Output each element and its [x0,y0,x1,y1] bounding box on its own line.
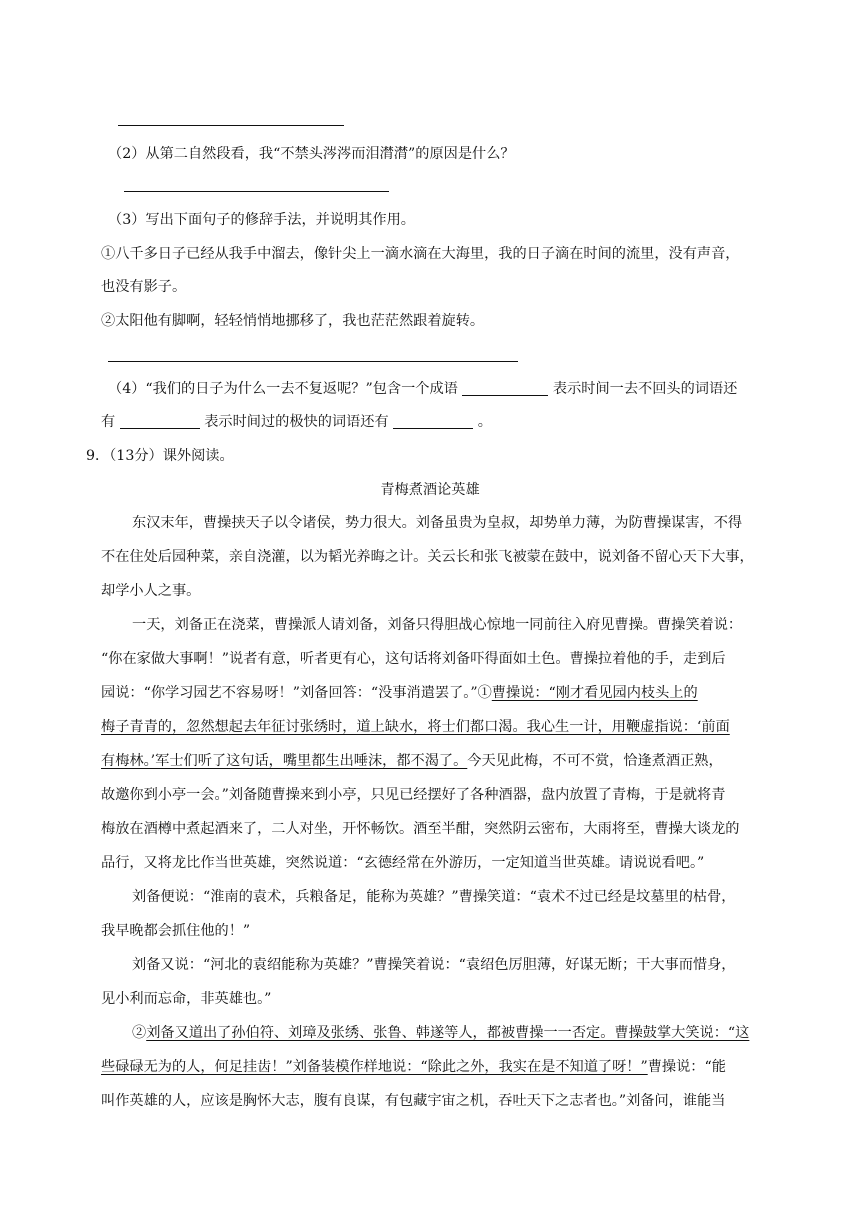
paragraph-1-line-3: 却学小人之事。 [101,583,201,599]
paragraph-3-line-1: 刘备便说：“淮南的袁术，兵粮备足，能称为英雄？”曹操笑道：“袁术不过已经是坟墓里的枯骨， [132,889,736,905]
question-text: （4）“我们的日子为什么一去不复返呢？”包含一个成语 [108,381,458,397]
underlined-sentence-1: 有梅林。’军士们听了这句话，嘴里都生出唾沫，都不渴了。 [101,753,468,769]
passage-title: 青梅煮酒论英雄 [380,482,480,498]
paragraph-1-line-1: 东汉末年，曹操挟天子以令诸侯，势力很大。刘备虽贵为皇叔，却势单力薄，为防曹操谋害，不得 [132,515,743,531]
question-8-4-line-1 [108,379,737,399]
paragraph-2-line-3 [101,683,698,703]
paragraph-2-line-5 [101,751,723,771]
question-9-header: 9．（13分）课外阅读。 [86,448,234,464]
fill-blank-1[interactable] [462,379,548,396]
paragraph-2-line-6: 故邀你到小亭一会。”刘备随曹操来到小亭，只见已经摆好了各种酒器，盘内放置了青梅，于是就将青 [101,787,726,803]
paragraph-2-line-1: 一天，刘备正在浇菜，曹操派人请刘备，刘备只得胆战心惊地一同前往入府见曹操。曹操笑着说： [132,617,743,633]
paragraph-2-line-8: 品行，又将龙比作当世英雄，突然说道：“玄德经常在外游历，一定知道当世英雄。请说说看吧。” [101,855,705,871]
question-8-4-line-2 [101,412,492,432]
paragraph-4-line-2: 见小利而忘命，非英雄也。” [101,991,272,1007]
underlined-sentence-1: 曹操说：“刚才看见园内枝头上的 [491,685,698,701]
answer-line [124,191,389,192]
passage-text: 园说：“你学习园艺不容易呀！”刘备回答：“没事消遣罢了。”① [101,685,492,701]
paragraph-5-line-1 [132,1023,749,1043]
sentence-1-line-2: 也没有影子。 [101,279,187,295]
paragraph-4-line-1: 刘备又说：“河北的袁绍能称为英雄？”曹操笑着说：“袁绍色厉胆薄，好谋无断；干大事而惜身， [132,957,736,973]
paragraph-3-line-2: 我早晚都会抓住他的！” [101,923,251,939]
passage-text: 曹操说：“能 [647,1059,726,1075]
passage-text: ② [132,1025,147,1041]
underlined-sentence-2: 些碌碌无为的人，何足挂齿！”刘备装模作样地说：“除此之外，我实在是不知道了呀！” [101,1059,648,1075]
paragraph-1-line-2: 不在住处后园种菜，亲自浇灌，以为韬光养晦之计。关云长和张飞被蒙在鼓中，说刘备不留心天下大事， [101,549,754,565]
sentence-2: ②太阳他有脚啊，轻轻悄悄地挪移了，我也茫茫然跟着旋转。 [101,313,485,329]
paragraph-2-line-2: “你在家做大事啊！”说者有意，听者更有心，这句话将刘备吓得面如土色。曹操拉着他的手，走到后 [101,651,726,667]
question-text: 。 [477,414,492,430]
question-text: 表示时间一去不回头的词语还 [552,381,738,397]
question-8-2: （2）从第二自然段看，我“不禁头涔涔而泪潸潸”的原因是什么？ [108,146,515,162]
paragraph-2-line-4 [101,717,730,737]
question-text: 表示时间过的极快的词语还有 [204,414,389,430]
passage-text: 今天见此梅，不可不赏，恰逢煮酒正熟， [467,753,723,769]
paragraph-5-line-3: 叫作英雄的人，应该是胸怀大志，腹有良谋，有包藏宇宙之机，吞吐天下之志者也。”刘备问，谁能当 [101,1093,726,1109]
fill-blank-3[interactable] [393,412,473,429]
paragraph-5-line-2 [101,1057,726,1077]
paragraph-2-line-7: 梅放在酒樽中煮起酒来了，二人对坐，开怀畅饮。酒至半酣，突然阴云密布，大雨将至，曹操大谈龙的 [101,821,740,837]
answer-line [118,125,344,126]
question-text: 有 [101,414,116,430]
underlined-sentence-2: 刘备又道出了孙伯符、刘璋及张绣、张鲁、韩遂等人，都被曹操一一否定。曹操鼓掌大笑说：“这 [146,1025,750,1041]
question-8-3: （3）写出下面句子的修辞手法，并说明其作用。 [108,212,415,228]
sentence-1-line-1: ①八千多日子已经从我手中溜去，像针尖上一滴水滴在大海里，我的日子滴在时间的流里，没有声音， [101,246,740,262]
answer-line [108,361,518,362]
fill-blank-2[interactable] [120,412,200,429]
underlined-sentence-1: 梅子青青的，忽然想起去年征讨张绣时，道上缺水，将士们都口渴。我心生一计，用鞭虚指说：‘前面 [101,719,730,735]
